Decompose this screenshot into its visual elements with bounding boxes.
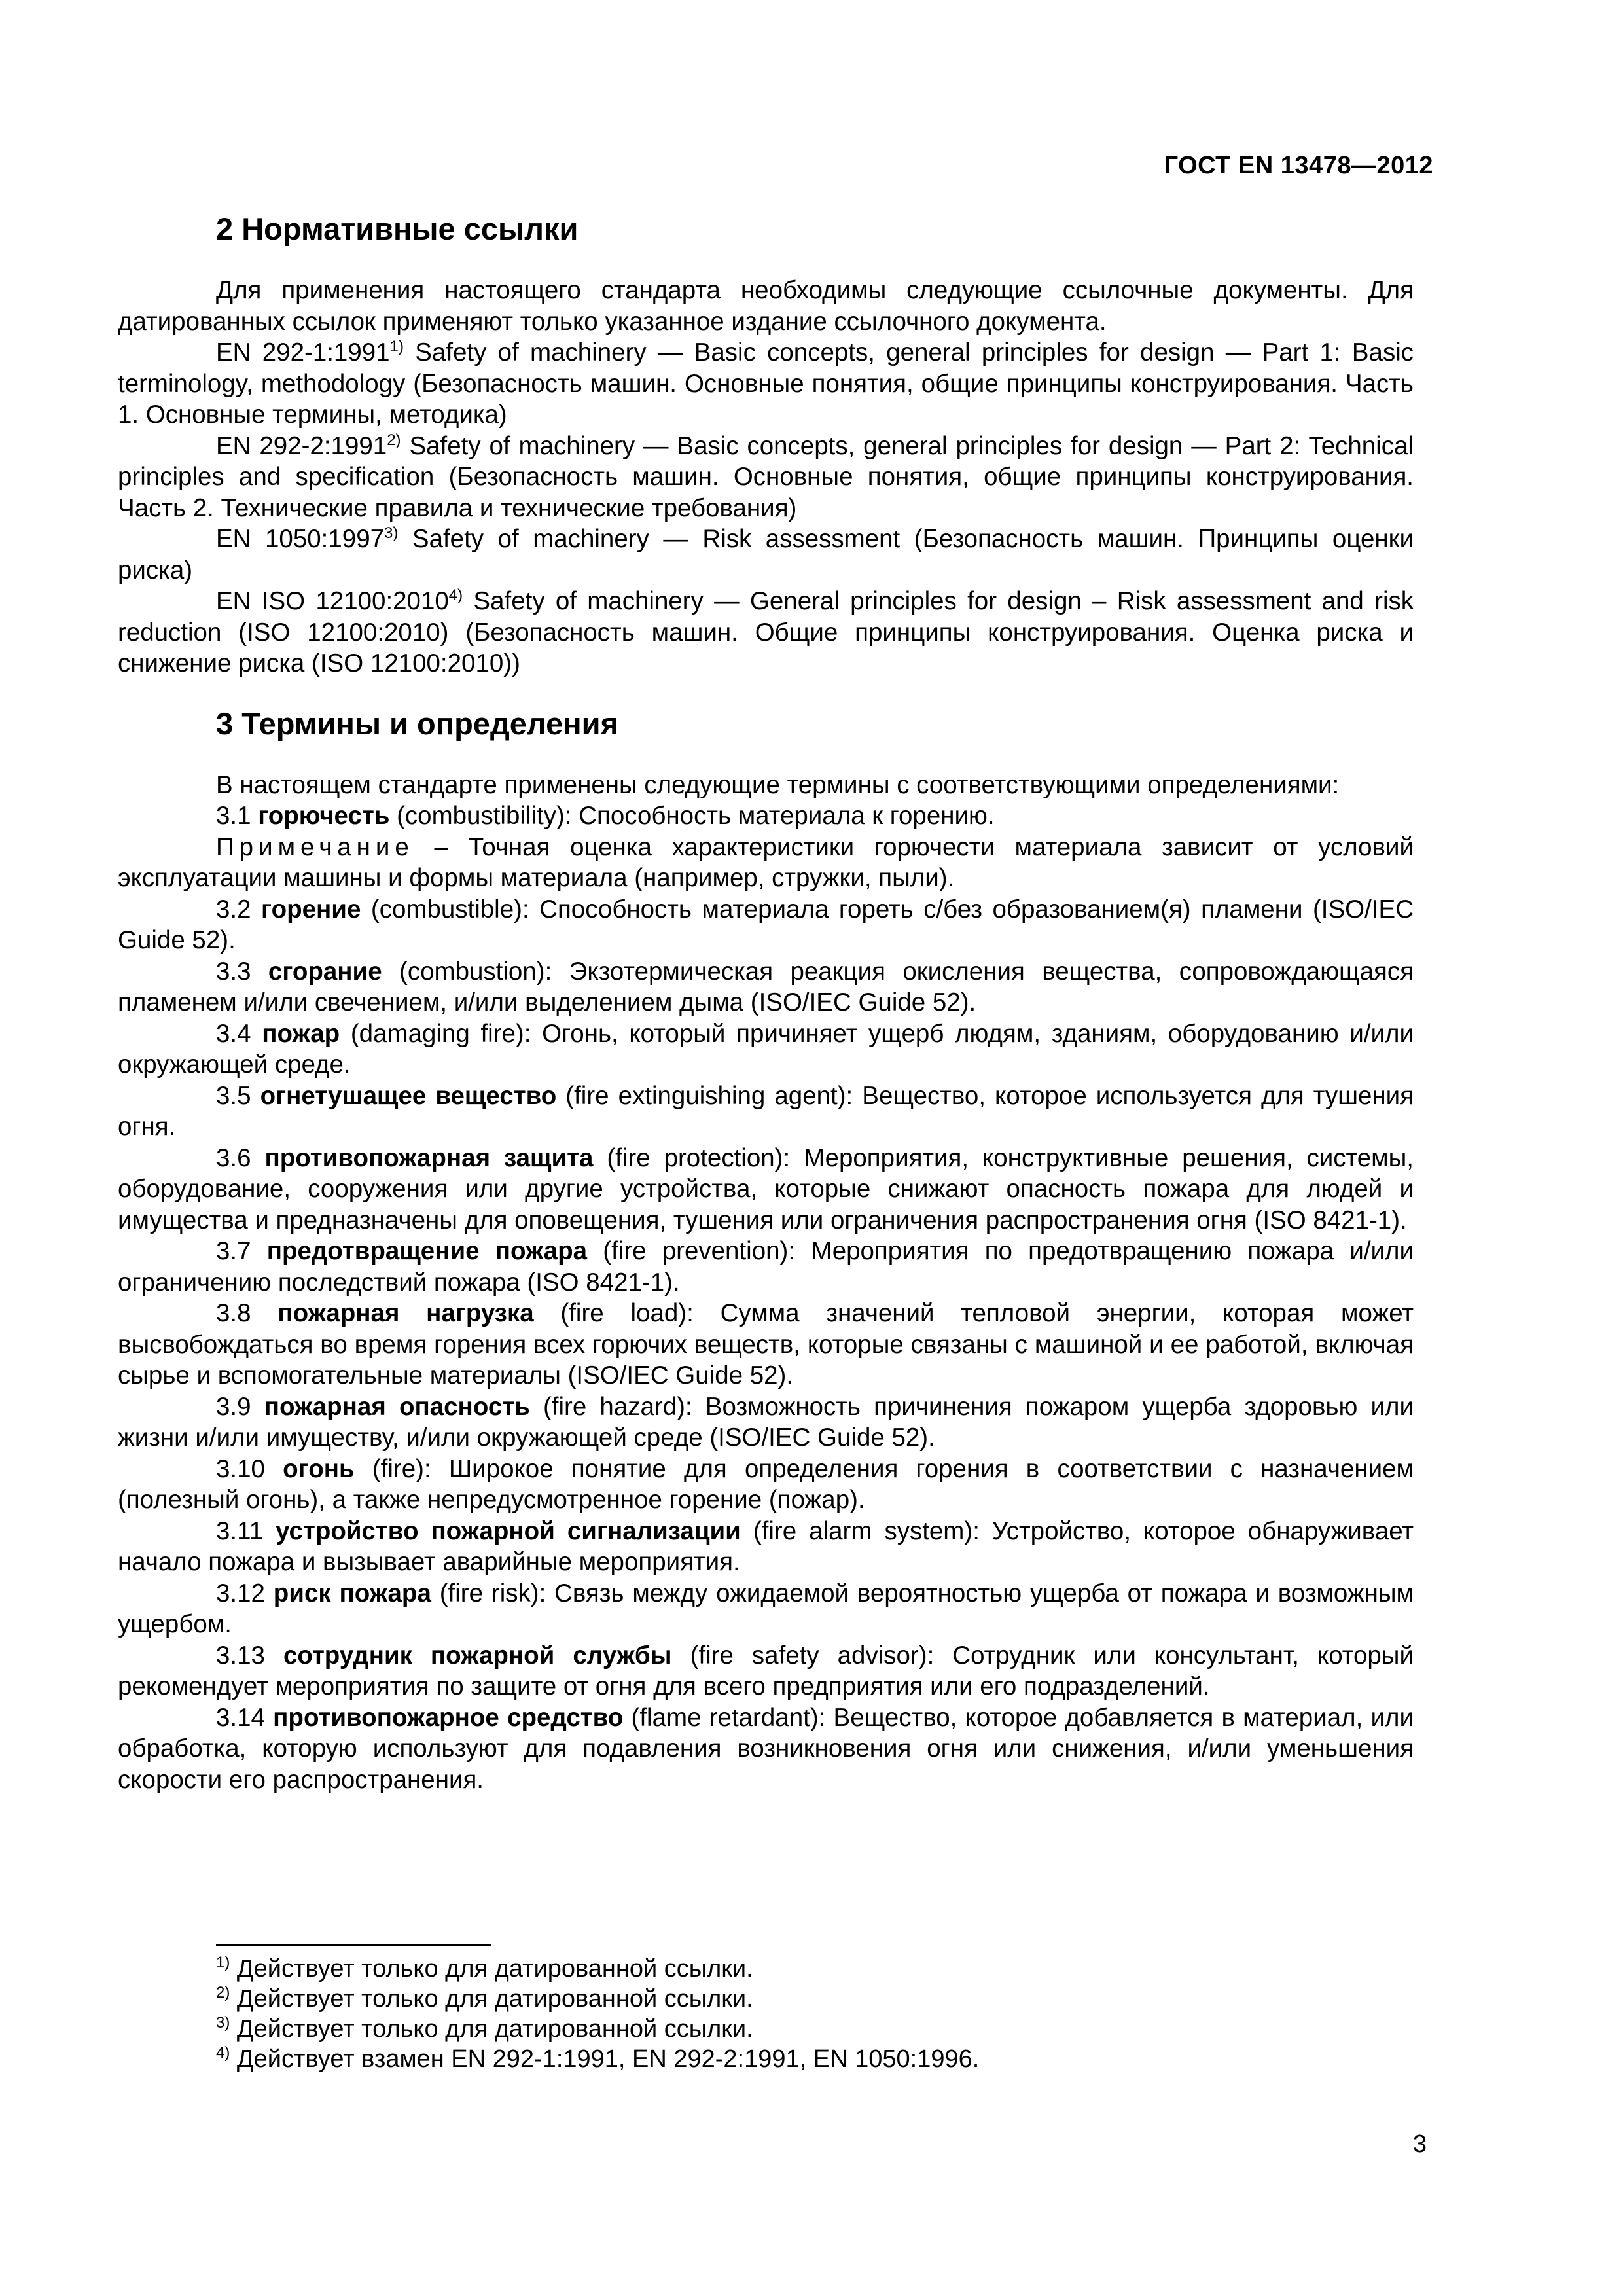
term-text: (damaging fire): Огонь, который причиняет ущерб людям, зданиям, оборудованию и/или окружающей среде.: [118, 1019, 1414, 1079]
footnote: [216, 1984, 1394, 2014]
term-definition: [118, 1454, 1414, 1516]
footnotes: [216, 1944, 1394, 2074]
term-definition: [118, 1236, 1414, 1298]
term-name: пожарная опасность: [264, 1392, 530, 1421]
reference-code: EN 1050:1997: [216, 525, 385, 553]
term-definition: [118, 1018, 1414, 1081]
reference-item: [118, 524, 1414, 586]
footnote-mark: 1): [216, 1954, 230, 1971]
term-name: риск пожара: [273, 1579, 431, 1607]
term-number: 3.8: [216, 1299, 278, 1327]
footnote-text: Действует взамен EN 292-1:1991, EN 292-2:1991, EN 1050:1996.: [230, 2045, 980, 2073]
term-number: 3.7: [216, 1237, 267, 1265]
term-number: 3.5: [216, 1081, 260, 1110]
term-number: 3.6: [216, 1143, 265, 1172]
term-text: (fire extinguishing agent): Вещество, которое используется для тушения огня.: [118, 1081, 1414, 1141]
term-text: (fire protection): Мероприятия, конструктивные решения, системы, оборудование, сооружения или другие устройства, которые снижают опасность пожара для людей и имущества и предназначены для оповещения, тушения или ограничения распространения огня (ISO 8421-1).: [118, 1143, 1414, 1234]
term-name: огнетушащее вещество: [260, 1081, 557, 1110]
term-text: (fire risk): Связь между ожидаемой вероятностью ущерба от пожара и возможным ущербом.: [118, 1579, 1414, 1638]
term-text: (fire prevention): Мероприятия по предотвращению пожара и/или ограничению последствий пожара (ISO 8421-1).: [118, 1237, 1414, 1297]
document-body: [118, 209, 1414, 1795]
footnote-mark: 1): [389, 338, 404, 355]
term-definition: [118, 1298, 1414, 1391]
footnote-mark: 2): [387, 431, 401, 449]
term-name: пожар: [262, 1019, 340, 1048]
section-2-title: 2 Нормативные ссылки: [216, 211, 579, 246]
term-number: 3.11: [216, 1516, 276, 1545]
term-text: (combustible): Способность материала гореть с/без образованием(я) пламени (ISO/IEC Guide 52).: [118, 895, 1414, 954]
reference-code: EN ISO 12100:2010: [216, 587, 449, 615]
term-note: [118, 832, 1414, 894]
section-2-intro: Для применения настоящего стандарта необходимы следующие ссылочные документы. Для датированных ссылок применяют только указанное издание ссылочного документа.: [118, 276, 1414, 336]
footnote: [216, 2014, 1394, 2044]
term-definition: [118, 1640, 1414, 1702]
reference-item: [118, 337, 1414, 431]
term-text: (fire safety advisor): Сотрудник или консультант, который рекомендует мероприятия по защите от огня для всего предприятия или его подразделений.: [118, 1641, 1414, 1700]
footnote: [216, 2044, 1394, 2074]
term-definition: [118, 1081, 1414, 1143]
term-text: (fire alarm system): Устройство, которое обнаруживает начало пожара и вызывает аварийные мероприятия.: [118, 1516, 1414, 1576]
term-number: 3.2: [216, 895, 262, 924]
term-text: (fire hazard): Возможность причинения пожаром ущерба здоровью или жизни и/или имуществу, и/или окружающей среде (ISO/IEC Guide 52).: [118, 1392, 1414, 1452]
term-definition: [118, 894, 1414, 956]
term-definition: [118, 1702, 1414, 1796]
reference-code: EN 292-1:1991: [216, 338, 390, 367]
term-name: пожарная нагрузка: [277, 1299, 534, 1327]
term-number: 3.3: [216, 957, 268, 986]
reference-title: Safety of machinery — Risk assessment (Безопасность машин. Принципы оценки риска): [118, 525, 1414, 584]
footnote-mark: 4): [216, 2044, 230, 2062]
term-text: (flame retardant): Вещество, которое добавляется в материал, или обработка, которую используют для подавления возникновения огня или снижения, и/или уменьшения скорости его распространения.: [118, 1703, 1414, 1794]
footnote-mark: 3): [216, 2014, 230, 2032]
term-text: (fire load): Сумма значений тепловой энергии, которая может высвобождаться во время горения всех горючих веществ, которые связаны с машиной и ее работой, включая сырье и вспомогательные материалы (ISO/IEC Guide 52).: [118, 1299, 1414, 1390]
term-number: 3.9: [216, 1392, 264, 1421]
term-text: (combustion): Экзотермическая реакция окисления вещества, сопровождающаяся пламенем и/или свечением, и/или выделением дыма (ISO/IEC Guide 52).: [118, 957, 1414, 1016]
footnote-text: Действует только для датированной ссылки.: [230, 1985, 753, 2013]
footnote-text: Действует только для датированной ссылки.: [230, 2015, 753, 2043]
term-name: предотвращение пожара: [266, 1237, 588, 1265]
reference-item: [118, 586, 1414, 679]
term-definition: [118, 1143, 1414, 1236]
reference-item: [118, 431, 1414, 524]
reference-code: EN 292-2:1991: [216, 431, 387, 460]
term-text: (combustibility): Способность материала к горению.: [389, 802, 995, 830]
term-name: огонь: [283, 1454, 355, 1483]
footnote-mark: 4): [448, 586, 463, 604]
term-text: (fire): Широкое понятие для определения горения в соответствии с назначением (полезный огонь), а также непредусмотренное горение (пожар).: [118, 1454, 1414, 1514]
term-number: 3.14: [216, 1703, 274, 1732]
footnote-text: Действует только для датированной ссылки.: [230, 1955, 753, 1982]
term-name: горение: [261, 895, 361, 924]
footnote-mark: 3): [384, 524, 399, 542]
term-definition: [118, 800, 1414, 832]
note-label: Примечание: [216, 833, 414, 861]
term-name: устройство пожарной сигнализации: [276, 1516, 741, 1545]
term-number: 3.1: [216, 802, 259, 830]
term-name: сотрудник пожарной службы: [283, 1641, 672, 1670]
section-3-intro: В настоящем стандарте применены следующие термины с соответствующими определениями:: [216, 770, 1340, 799]
term-definition: [118, 1516, 1414, 1578]
reference-title: Safety of machinery — Basic concepts, general principles for design — Part 1: Basic terminology, methodology (Безопасность машин. Основные понятия, общие принципы конструирования. Часть 1. Основные термины, методика): [118, 338, 1414, 429]
term-definition: [118, 1391, 1414, 1454]
term-name: противопожарное средство: [273, 1703, 624, 1732]
footnote-mark: 2): [216, 1984, 230, 2001]
term-name: сгорание: [268, 957, 382, 986]
term-number: 3.13: [216, 1641, 283, 1670]
note-text: – Точная оценка характеристики горючести материала зависит от условий эксплуатации машины и формы материала (например, стружки, пыли).: [118, 833, 1414, 892]
reference-title: Safety of machinery — General principles for design – Risk assessment and risk reduction (ISO 12100:2010) (Безопасность машин. Общие принципы конструирования. Оценка риска и снижение риска (ISO 12100:2010)): [118, 587, 1414, 677]
term-number: 3.4: [216, 1019, 262, 1048]
document-code-header: ГОСТ EN 13478—2012: [1164, 152, 1433, 179]
page-number: 3: [1412, 2130, 1427, 2158]
term-definition: [118, 1578, 1414, 1640]
footnote-divider: [216, 1944, 491, 1946]
term-number: 3.12: [216, 1579, 274, 1607]
term-definition: [118, 956, 1414, 1018]
term-name: противопожарная защита: [264, 1143, 594, 1172]
term-name: горючесть: [258, 802, 390, 830]
section-3-title: 3 Термины и определения: [216, 706, 618, 741]
term-number: 3.10: [216, 1454, 283, 1483]
footnote: [216, 1954, 1394, 1984]
reference-title: Safety of machinery — Basic concepts, general principles for design — Part 2: Technical principles and specification (Безопасность машин. Основные понятия, общие принципы конструирования. Часть 2. Технические правила и технические требования): [118, 431, 1414, 522]
